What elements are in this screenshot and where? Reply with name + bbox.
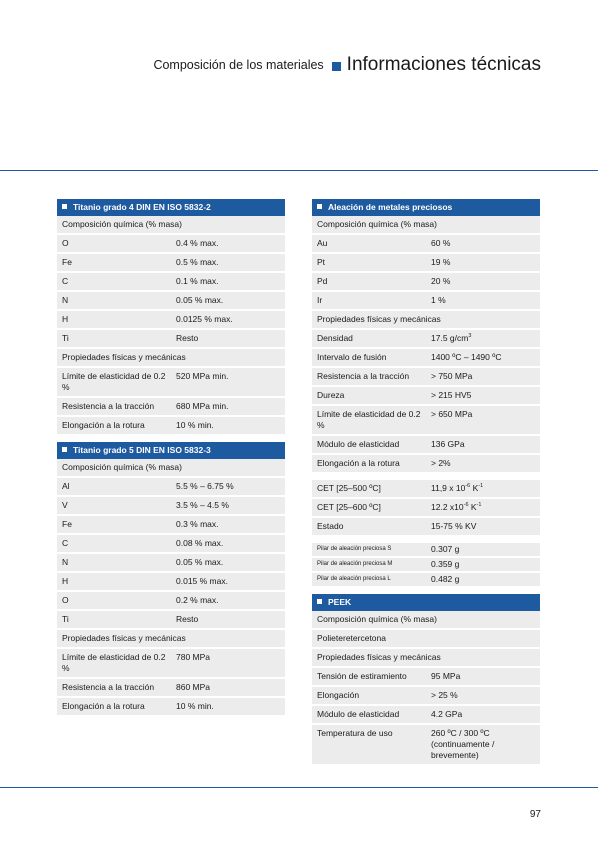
property-value: 10 % min. (171, 698, 285, 717)
property-name: Temperatura de uso (312, 725, 426, 766)
property-name: Resistencia a la tracción (312, 368, 426, 387)
table-row (312, 436, 540, 455)
property-name: Resistencia a la tracción (57, 679, 171, 698)
property-name: N (57, 554, 171, 573)
property-name: O (57, 592, 171, 611)
property-value: 780 MPa (171, 649, 285, 679)
section-label: Propiedades físicas y mecánicas (57, 630, 285, 649)
table-row (57, 273, 285, 292)
left-column (57, 199, 285, 717)
property-value: 0.0125 % max. (171, 311, 285, 330)
table-row (312, 725, 540, 766)
property-value: 680 MPa min. (171, 398, 285, 417)
section-label: Composición química (% masa) (57, 459, 285, 478)
table-row (312, 368, 540, 387)
property-name: Resistencia a la tracción (57, 398, 171, 417)
section-row (312, 649, 540, 668)
section-label: Composición química (% masa) (57, 216, 285, 235)
property-name: Elongación a la rotura (57, 698, 171, 717)
table-row (57, 554, 285, 573)
property-name: Al (57, 478, 171, 497)
page-header (153, 54, 541, 76)
property-name: Límite de elasticidad de 0.2 % (312, 406, 426, 436)
table-row (57, 592, 285, 611)
property-name: Tensión de estiramiento (312, 668, 426, 687)
table-row (312, 292, 540, 311)
section-row (312, 216, 540, 235)
table-row (57, 235, 285, 254)
section-row (57, 630, 285, 649)
table-row (57, 311, 285, 330)
property-name: Densidad (312, 330, 426, 349)
property-name: Ti (57, 330, 171, 349)
table-title: Titanio grado 4 DIN EN ISO 5832-2 (73, 202, 211, 212)
right-column (312, 199, 540, 766)
property-name: Intervalo de fusión (312, 349, 426, 368)
table-row (312, 480, 540, 499)
property-value: Resto (171, 330, 285, 349)
property-value: 17.5 $g/cm^3$ (426, 330, 540, 349)
property-value: 5.5 % – 6.75 % (171, 478, 285, 497)
property-value: 0.359 g (426, 558, 540, 573)
property-value: 1400 ºC – 1490 ºC (426, 349, 540, 368)
property-name: CET [25–500 ºC] (312, 480, 426, 499)
table-header (312, 199, 540, 216)
table-header (57, 199, 285, 216)
property-value: 60 % (426, 235, 540, 254)
header-subtitle: Composición de los materiales (153, 58, 324, 72)
aleacion-metales-preciosos-table (312, 199, 540, 588)
property-value: Resto (171, 611, 285, 630)
property-name: H (57, 311, 171, 330)
property-name: CET [25–600 ºC] (312, 499, 426, 518)
section-row (57, 459, 285, 478)
property-value: 0.4 % max. (171, 235, 285, 254)
section-row (57, 349, 285, 368)
table-title: Aleación de metales preciosos (328, 202, 453, 212)
property-value: 1 % (426, 292, 540, 311)
table-row (312, 558, 540, 573)
property-value: 0.05 % max. (171, 292, 285, 311)
property-name: Estado (312, 518, 426, 537)
property-value: 860 MPa (171, 679, 285, 698)
property-name: Elongación (312, 687, 426, 706)
property-value: 0.307 g (426, 543, 540, 558)
property-name: V (57, 497, 171, 516)
table-row (312, 573, 540, 588)
property-name: Pilar de aleación preciosa L (312, 573, 426, 588)
section-row (312, 311, 540, 330)
table-row (312, 518, 540, 537)
property-name: Ir (312, 292, 426, 311)
table-row (312, 687, 540, 706)
property-name: Límite de elasticidad de 0.2 % (57, 649, 171, 679)
property-value: 20 % (426, 273, 540, 292)
table-row (312, 455, 540, 474)
property-value: 260 ºC / 300 ºC (continuamente / brevemente) (426, 725, 540, 766)
table-row (312, 235, 540, 254)
property-name: Au (312, 235, 426, 254)
table-row (312, 349, 540, 368)
table-row (312, 387, 540, 406)
table-row (57, 698, 285, 717)
section-row (312, 611, 540, 630)
titanio-grado-5-table (57, 442, 285, 717)
square-icon (62, 204, 67, 209)
table-title: PEEK (328, 597, 352, 607)
property-value: 3.5 % – 4.5 % (171, 497, 285, 516)
property-name: C (57, 535, 171, 554)
property-name: Módulo de elasticidad (312, 706, 426, 725)
property-name: Elongación a la rotura (312, 455, 426, 474)
property-name: Elongación a la rotura (57, 417, 171, 436)
property-value: 0.3 % max. (171, 516, 285, 535)
table-row (57, 330, 285, 349)
table-title: Titanio grado 5 DIN EN ISO 5832-3 (73, 445, 211, 455)
property-name: O (57, 235, 171, 254)
section-label: Propiedades físicas y mecánicas (57, 349, 285, 368)
property-value: 11,9 x $10^{-6}$ $K^{-1}$ (426, 480, 540, 499)
property-name: N (57, 292, 171, 311)
property-value: 520 MPa min. (171, 368, 285, 398)
property-name: Fe (57, 516, 171, 535)
property-value: > 25 % (426, 687, 540, 706)
property-value: 15-75 % KV (426, 518, 540, 537)
property-value: 0.08 % max. (171, 535, 285, 554)
titanio-grado-4-table (57, 199, 285, 436)
table-row (57, 573, 285, 592)
property-value: 0.2 % max. (171, 592, 285, 611)
section-label: Propiedades físicas y mecánicas (312, 311, 540, 330)
property-value: 0.05 % max. (171, 554, 285, 573)
table-row (57, 516, 285, 535)
table-row (312, 273, 540, 292)
property-value: 0.482 g (426, 573, 540, 588)
property-name: Ti (57, 611, 171, 630)
property-name: H (57, 573, 171, 592)
top-rule (0, 170, 598, 171)
table-row (57, 368, 285, 398)
table-header (312, 594, 540, 611)
section-label: Composición química (% masa) (312, 216, 540, 235)
table-row (57, 398, 285, 417)
header-title: Informaciones técnicas (346, 54, 541, 75)
property-value: 0.1 % max. (171, 273, 285, 292)
property-value: > 2% (426, 455, 540, 474)
section-label: Composición química (% masa) (312, 611, 540, 630)
table-row (312, 406, 540, 436)
property-value: 12.2 $x10^{-6}$ $K^{-1}$ (426, 499, 540, 518)
table-row (57, 679, 285, 698)
table-row (57, 535, 285, 554)
property-value: 136 GPa (426, 436, 540, 455)
page-number: 97 (529, 809, 541, 820)
property-name: Dureza (312, 387, 426, 406)
section-label: Propiedades físicas y mecánicas (312, 649, 540, 668)
property-value: 0.015 % max. (171, 573, 285, 592)
property-value: > 650 MPa (426, 406, 540, 436)
table-row (57, 497, 285, 516)
property-name: Pilar de aleación preciosa M (312, 558, 426, 573)
table-row (312, 254, 540, 273)
table-row (312, 706, 540, 725)
material-name: Polieteretercetona (312, 630, 540, 649)
header-square-icon (332, 62, 341, 71)
table-row (312, 330, 540, 349)
table-row (57, 292, 285, 311)
table-row (57, 478, 285, 497)
section-row (57, 216, 285, 235)
square-icon (317, 599, 322, 604)
table-row (57, 611, 285, 630)
square-icon (62, 447, 67, 452)
property-name: Pt (312, 254, 426, 273)
property-name: C (57, 273, 171, 292)
table-row (312, 499, 540, 518)
table-row (312, 668, 540, 687)
property-name: Módulo de elasticidad (312, 436, 426, 455)
bottom-rule (0, 787, 598, 788)
property-value: 4.2 GPa (426, 706, 540, 725)
table-row (57, 649, 285, 679)
table-header (57, 442, 285, 459)
table-row (312, 630, 540, 649)
peek-table (312, 594, 540, 766)
table-row (57, 254, 285, 273)
property-name: Límite de elasticidad de 0.2 % (57, 368, 171, 398)
property-name: Pilar de aleación preciosa S (312, 543, 426, 558)
table-row (57, 417, 285, 436)
property-name: Pd (312, 273, 426, 292)
property-name: Fe (57, 254, 171, 273)
property-value: 0.5 % max. (171, 254, 285, 273)
property-value: 95 MPa (426, 668, 540, 687)
property-value: 19 % (426, 254, 540, 273)
table-row (312, 543, 540, 558)
square-icon (317, 204, 322, 209)
property-value: > 750 MPa (426, 368, 540, 387)
property-value: > 215 HV5 (426, 387, 540, 406)
property-value: 10 % min. (171, 417, 285, 436)
